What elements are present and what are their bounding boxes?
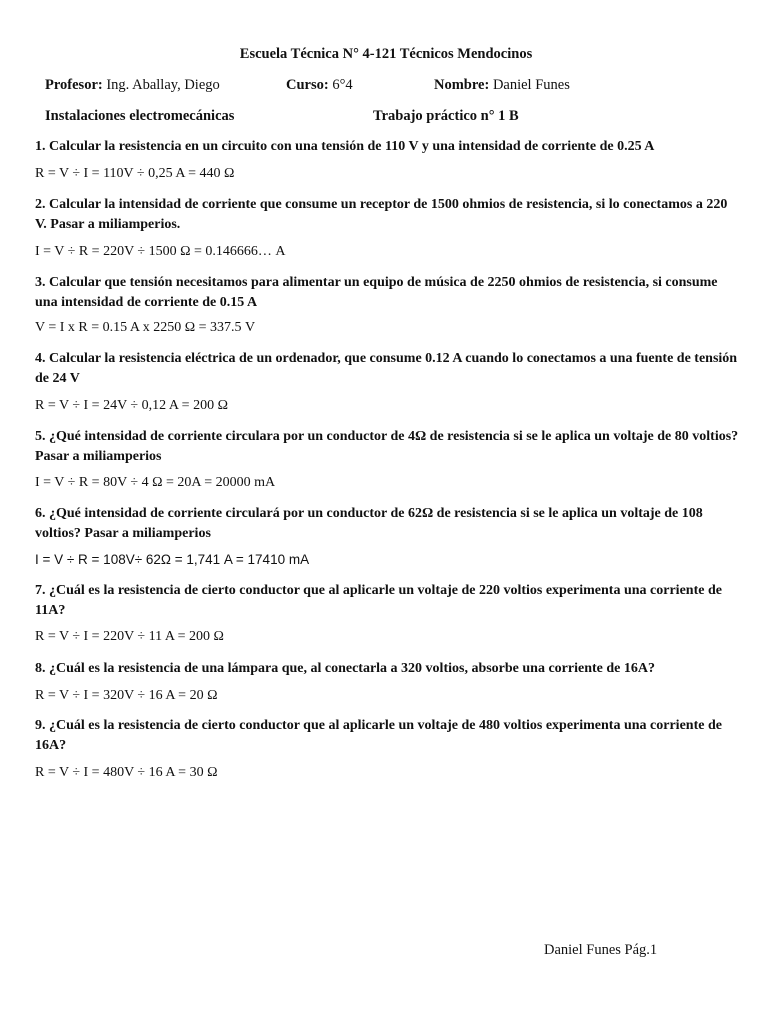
assignment-label: Trabajo práctico n° 1 B (373, 108, 519, 124)
question-7: 7. ¿Cuál es la resistencia de cierto conductor que al aplicarle un voltaje de 220 voltios experimenta una corriente de 11A? (35, 583, 722, 618)
answer-3: V = I x R = 0.15 A x 2250 Ω = 337.5 V (35, 320, 256, 335)
nombre-label: Nombre: (434, 77, 490, 93)
profesor-label: Profesor: (45, 77, 103, 93)
question-4: 4. Calcular la resistencia eléctrica de un ordenador, que consume 0.12 A cuando lo conectamos a una fuente de tensión de 24 V (35, 351, 738, 386)
nombre-value: Daniel Funes (492, 77, 570, 93)
page-footer: Daniel Funes Pág.1 (544, 942, 658, 958)
answer-9: R = V ÷ I = 480V ÷ 16 A = 30 Ω (35, 765, 218, 780)
answer-7: R = V ÷ I = 220V ÷ 11 A = 200 Ω (35, 629, 224, 644)
nombre-field (434, 77, 570, 94)
curso-field (286, 77, 353, 94)
answer-6: I = V ÷ R = 108V÷ 62Ω = 1,741 A = 17410 mA (35, 552, 310, 567)
answer-4: R = V ÷ I = 24V ÷ 0,12 A = 200 Ω (35, 398, 228, 413)
profesor-value: Ing. Aballay, Diego (106, 77, 220, 93)
question-2: 2. Calcular la intensidad de corriente que consume un receptor de 1500 ohmios de resistencia, si lo conectamos a 220 V. Pasar a miliamperios. (35, 197, 728, 232)
question-6: 6. ¿Qué intensidad de corriente circulará por un conductor de 62Ω de resistencia si se le aplica un voltaje de 108 voltios? Pasar a miliamperios (35, 506, 703, 541)
answer-1: R = V ÷ I = 110V ÷ 0,25 A = 440 Ω (35, 166, 235, 181)
profesor-field (45, 77, 220, 94)
subject-label: Instalaciones electromecánicas (45, 108, 235, 124)
answer-8: R = V ÷ I = 320V ÷ 16 A = 20 Ω (35, 688, 218, 703)
question-8: 8. ¿Cuál es la resistencia de una lámpara que, al conectarla a 320 voltios, absorbe una corriente de 16A? (35, 661, 655, 676)
curso-label: Curso: (286, 77, 329, 93)
question-3: 3. Calcular que tensión necesitamos para alimentar un equipo de música de 2250 ohmios de resistencia, si consume una intensidad de corriente de 0.15 A (35, 275, 718, 310)
question-5: 5. ¿Qué intensidad de corriente circulara por un conductor de 4Ω de resistencia si se le aplica un voltaje de 80 voltios? Pasar a miliamperios (35, 429, 739, 464)
school-title: Escuela Técnica N° 4-121 Técnicos Mendocinos (239, 46, 533, 62)
answer-2: I = V ÷ R = 220V ÷ 1500 Ω = 0.146666… A (35, 244, 286, 259)
question-1: 1. Calcular la resistencia en un circuito con una tensión de 110 V y una intensidad de corriente de 0.25 A (35, 139, 655, 154)
answer-5: I = V ÷ R = 80V ÷ 4 Ω = 20A = 20000 mA (35, 475, 276, 490)
curso-value: 6°4 (332, 77, 353, 93)
question-9: 9. ¿Cuál es la resistencia de cierto conductor que al aplicarle un voltaje de 480 voltios experimenta una corriente de 16A? (35, 718, 722, 753)
